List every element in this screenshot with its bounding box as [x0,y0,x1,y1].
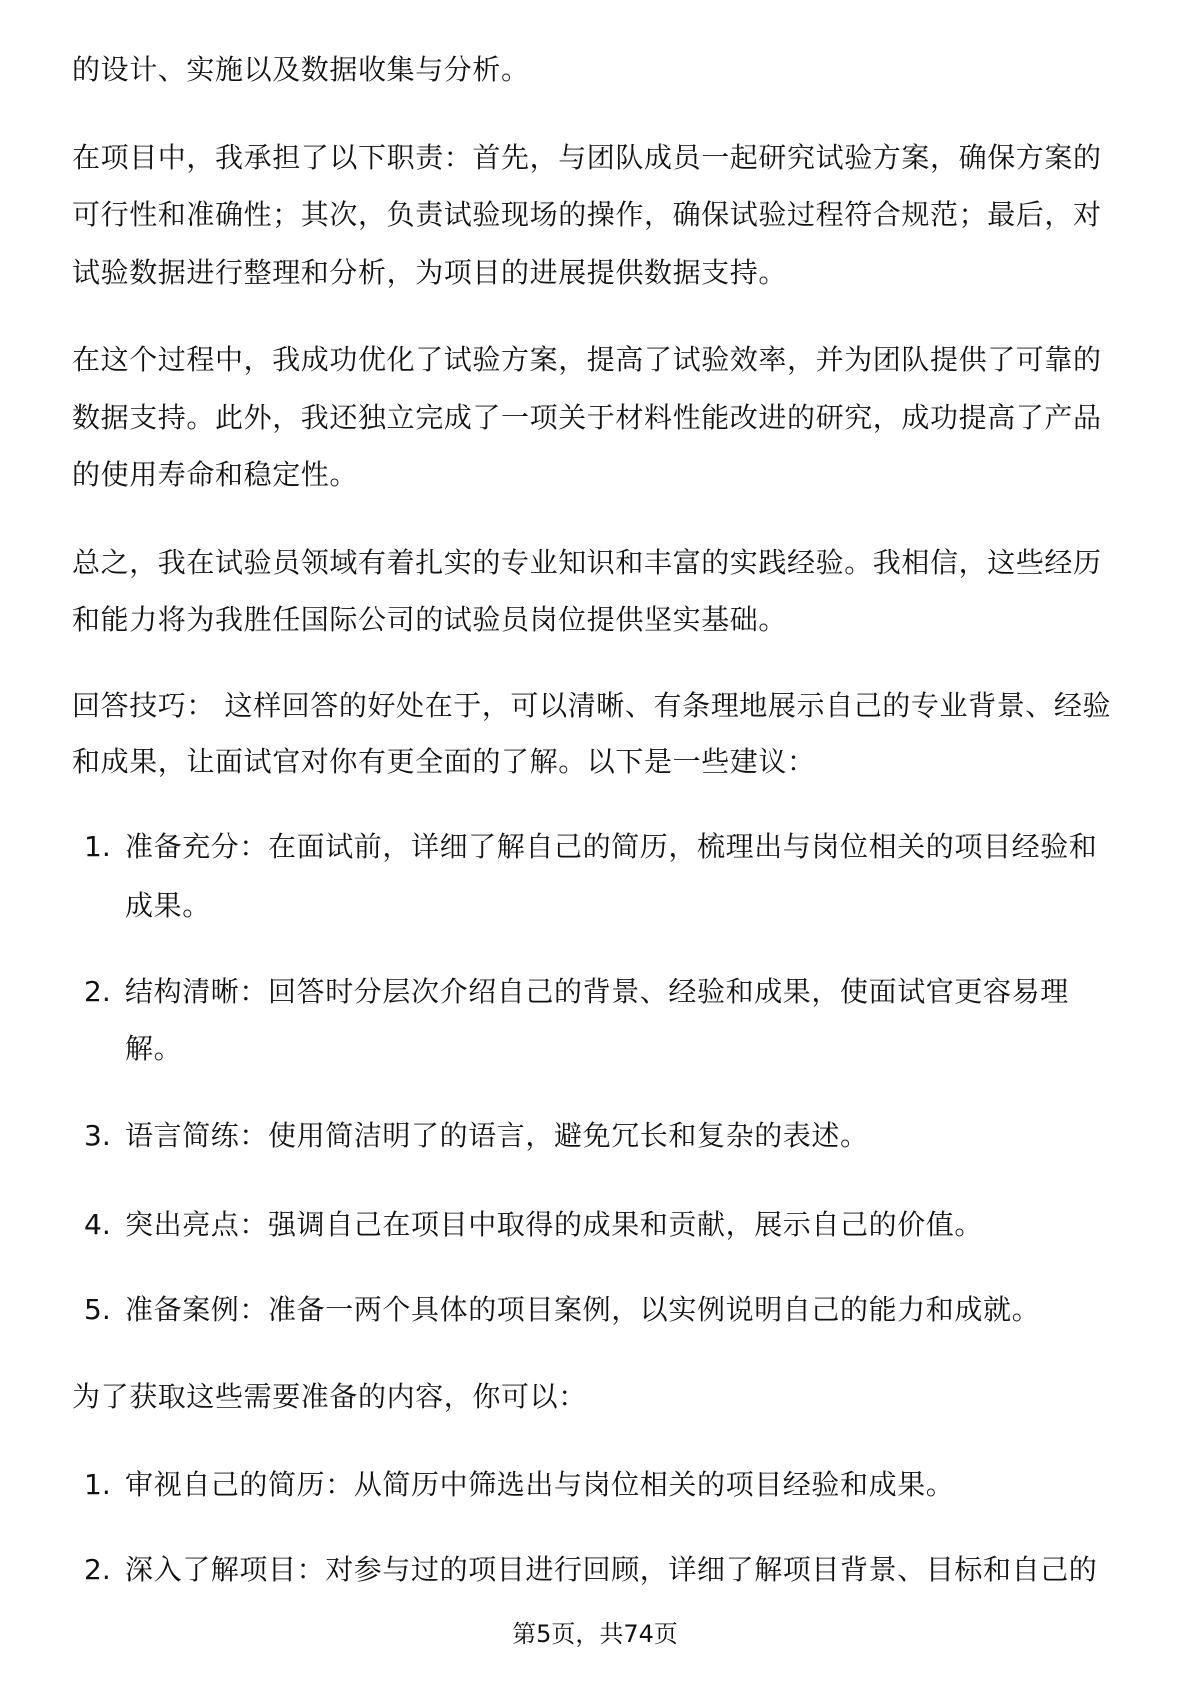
list-number: 2. [84,975,111,1008]
list-number: 3. [84,1119,111,1152]
paragraph-line: 数据支持。此外，我还独立完成了一项关于材料性能改进的研究，成功提高了产品 [72,401,1102,434]
paragraph-line: 在这个过程中，我成功优化了试验方案，提高了试验效率，并为团队提供了可靠的 [72,343,1102,376]
list-number: 1. [84,1468,111,1501]
answer-tips-line: 回答技巧： 这样回答的好处在于，可以清晰、有条理地展示自己的专业背景、经验 [72,689,1112,722]
paragraph-line: 可行性和准确性；其次，负责试验现场的操作，确保试验过程符合规范；最后，对 [72,198,1102,231]
list-item-line: 成果。 [125,889,211,922]
paragraph-line: 和能力将为我胜任国际公司的试验员岗位提供坚实基础。 [72,603,788,636]
list-item-line: 准备充分：在面试前，详细了解自己的简历，梳理出与岗位相关的项目经验和 [125,830,1098,863]
paragraph-line: 总之，我在试验员领域有着扎实的专业知识和丰富的实践经验。我相信，这些经历 [72,546,1102,579]
list-number: 5. [84,1293,111,1326]
list-item-line: 解。 [125,1032,183,1065]
list-item-line: 审视自己的简历：从简历中筛选出与岗位相关的项目经验和成果。 [125,1468,955,1501]
list-number: 4. [84,1208,111,1241]
list-item-line: 结构清晰：回答时分层次介绍自己的背景、经验和成果，使面试官更容易理 [125,975,1069,1008]
list-number: 1. [84,830,111,863]
prep-intro: 为了获取这些需要准备的内容，你可以： [72,1380,587,1413]
paragraph-line: 试验数据进行整理和分析，为项目的进展提供数据支持。 [72,256,788,289]
list-item-line: 语言简练：使用简洁明了的语言，避免冗长和复杂的表述。 [125,1119,869,1152]
answer-tips-line: 和成果，让面试官对你有更全面的了解。以下是一些建议： [72,745,816,778]
paragraph-line: 的设计、实施以及数据收集与分析。 [72,53,530,86]
list-item-line: 深入了解项目：对参与过的项目进行回顾，详细了解项目背景、目标和自己的 [125,1553,1098,1586]
list-item-line: 准备案例：准备一两个具体的项目案例，以实例说明自己的能力和成就。 [125,1293,1041,1326]
page-footer: 第5页，共74页 [512,1620,678,1648]
list-item-line: 突出亮点：强调自己在项目中取得的成果和贡献，展示自己的价值。 [125,1208,984,1241]
list-number: 2. [84,1553,111,1586]
paragraph-line: 在项目中，我承担了以下职责：首先，与团队成员一起研究试验方案，确保方案的 [72,141,1102,174]
paragraph-line: 的使用寿命和稳定性。 [72,458,359,491]
